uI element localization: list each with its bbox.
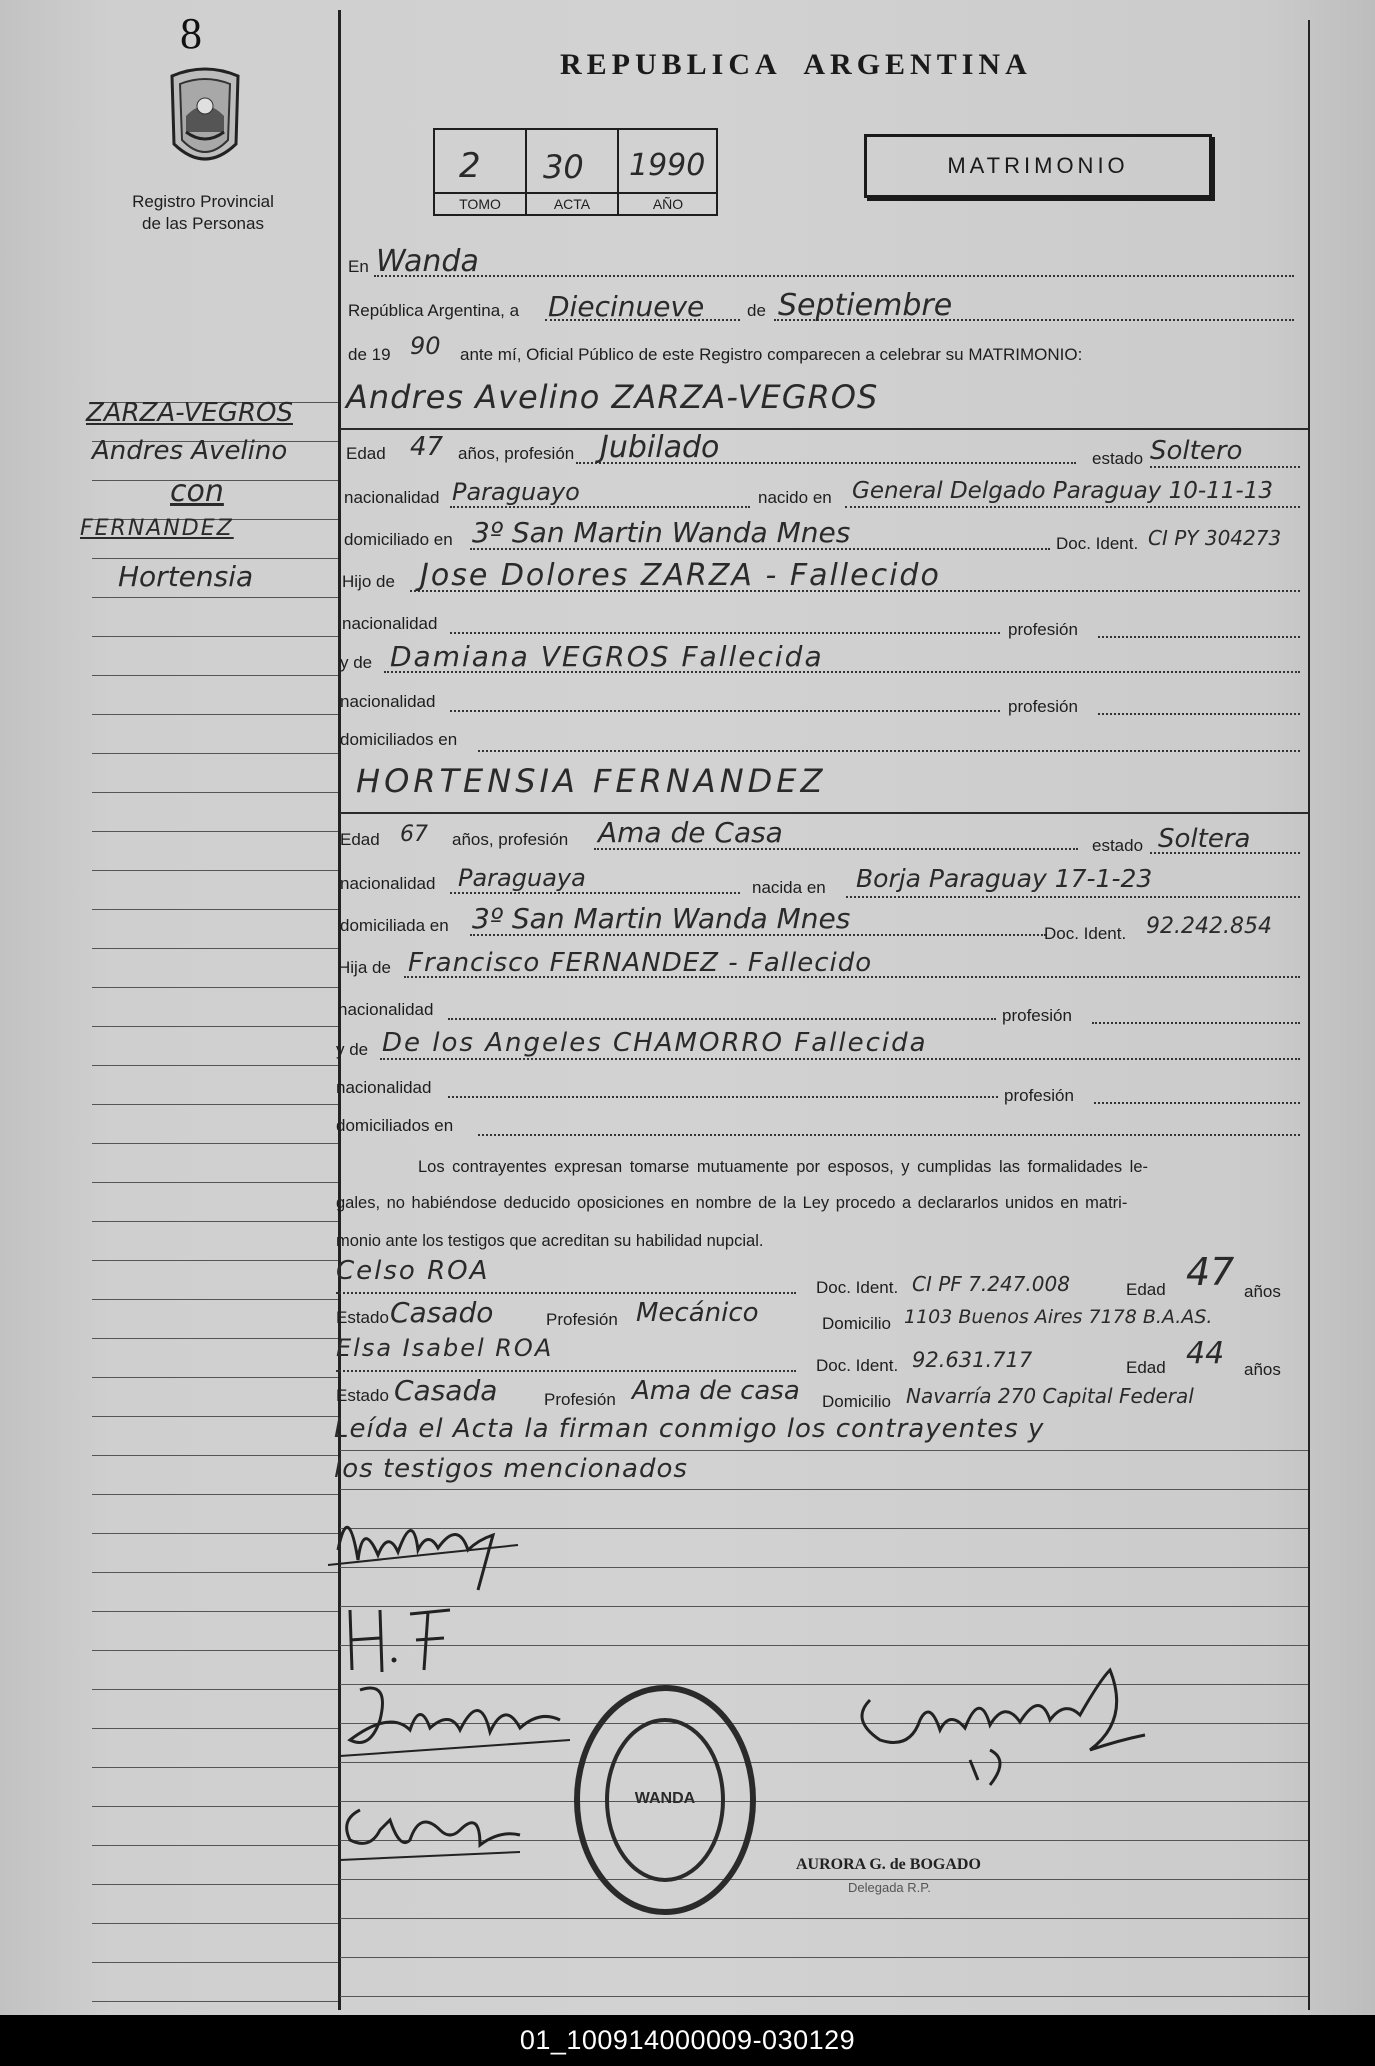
margin-rule-line — [92, 1806, 338, 1807]
label-dom-bride: domiciliada en — [340, 916, 449, 935]
bride-initials-signature — [340, 1600, 460, 1680]
place-value: Wanda — [376, 244, 479, 279]
margin-rule-line — [92, 1104, 338, 1105]
label-nacido-groom: nacido en — [758, 488, 832, 507]
witness2-status: Casada — [394, 1374, 498, 1407]
paragraph-line-1: Los contrayentes expresan tomarse mutuamente por esposos, y cumplidas las formalidades le- — [418, 1158, 1149, 1176]
witness2-name: Elsa Isabel ROA — [336, 1334, 554, 1362]
margin-rule-line — [92, 2001, 338, 2002]
closing-line-2: los testigos mencionados — [334, 1454, 688, 1484]
witness1-name: Celso ROA — [336, 1256, 490, 1286]
label-anos-w2: años — [1244, 1360, 1281, 1379]
margin-rule-line — [92, 558, 338, 559]
witness1-age: 47 — [1186, 1250, 1235, 1294]
label-nac-gf: nacionalidad — [342, 614, 438, 633]
doc-type-label: MATRIMONIO — [947, 153, 1129, 178]
groom-profession: Jubilado — [600, 430, 720, 465]
official-title: Delegada R.P. — [848, 1880, 931, 1895]
bride-birth: Borja Paraguay 17-1-23 — [856, 864, 1153, 893]
margin-rule-line — [92, 1962, 338, 1963]
label-dom-w1: Domicilio — [822, 1314, 891, 1333]
witness2-profession: Ama de casa — [632, 1376, 800, 1406]
margin-rule-line — [92, 1689, 338, 1690]
label-doc-w2: Doc. Ident. — [816, 1356, 899, 1375]
margin-rule-line — [92, 870, 338, 871]
official-name: AURORA G. de BOGADO — [796, 1856, 981, 1873]
label-edad-bride: Edad — [340, 830, 380, 849]
margin-rule-line — [92, 831, 338, 832]
margin-rule-line — [92, 1065, 338, 1066]
label-hija: Hija de — [338, 958, 391, 977]
label-edad-w2: Edad — [1126, 1358, 1166, 1377]
witness1-profession: Mecánico — [636, 1298, 759, 1328]
label-edad-groom: Edad — [346, 444, 386, 463]
margin-rule-line — [92, 1416, 338, 1417]
margin-rule-line — [92, 1338, 338, 1339]
body-rule-line — [340, 1996, 1308, 1997]
groom-age: 47 — [410, 432, 444, 462]
margin-rule-line — [92, 753, 338, 754]
margin-rule-line — [92, 1494, 338, 1495]
country-title: REPUBLICA ARGENTINA — [560, 48, 1032, 81]
right-border — [1308, 20, 1310, 2010]
body-rule-line — [340, 1957, 1308, 1958]
margin-rule-line — [92, 1260, 338, 1261]
bride-father: Francisco FERNANDEZ - Fallecido — [408, 948, 873, 978]
bride-name: HORTENSIA FERNANDEZ — [356, 762, 827, 800]
label-estado-w2: Estado — [336, 1386, 389, 1405]
witness2-age: 44 — [1186, 1336, 1225, 1371]
bride-address: 3º San Martin Wanda Mnes — [472, 902, 851, 935]
label-anos-w1: años — [1244, 1282, 1281, 1301]
page-number: 8 — [180, 9, 202, 58]
label-nac-bm: nacionalidad — [336, 1078, 432, 1097]
label-edad-w1: Edad — [1126, 1280, 1166, 1299]
margin-rule-line — [92, 1845, 338, 1846]
label-prof-w2: Profesión — [544, 1390, 616, 1409]
groom-nationality: Paraguayo — [452, 478, 580, 506]
acta-label: ACTA — [553, 196, 591, 212]
label-yde-groom: y de — [340, 653, 373, 672]
official-signature — [840, 1660, 1150, 1790]
groom-father: Jose Dolores ZARZA - Fallecido — [420, 558, 941, 593]
month-value: Septiembre — [778, 288, 953, 323]
label-prof-bf: profesión — [1002, 1006, 1072, 1025]
label-doms-bride: domiciliados en — [336, 1116, 454, 1135]
paragraph-line-2: gales, no habiéndose deducido oposiciones en nombre de la Ley procedo a declararlos unidos en matri- — [336, 1194, 1128, 1212]
closing-line-1: Leída el Acta la firman conmigo los contrayentes y — [334, 1414, 1045, 1444]
label-republica: República Argentina, a — [348, 301, 520, 320]
bride-status: Soltera — [1158, 824, 1251, 854]
label-dom-groom: domiciliado en — [344, 530, 453, 549]
margin-rule-line — [92, 1026, 338, 1027]
body-rule-line — [340, 1918, 1308, 1919]
margin-rule-line — [92, 948, 338, 949]
witness1-address: 1103 Buenos Aires 7178 B.A.AS. — [904, 1306, 1213, 1328]
margin-rule-line — [92, 1455, 338, 1456]
label-doc-bride: Doc. Ident. — [1044, 924, 1127, 943]
margin-rule-line — [92, 792, 338, 793]
margin-rule-line — [92, 675, 338, 676]
margin-rule-line — [92, 1377, 338, 1378]
doc-type-box — [864, 134, 1212, 198]
bride-section-rule — [340, 812, 1308, 814]
margin-rule-line — [92, 1884, 338, 1885]
body-rule-line — [340, 1879, 1308, 1880]
image-id-footer: 01_100914000009-030129 — [0, 2015, 1375, 2066]
tomo-label: TOMO — [459, 196, 501, 212]
label-prof-gf: profesión — [1008, 620, 1078, 639]
margin-rule-line — [92, 1767, 338, 1768]
label-prof-bm: profesión — [1004, 1086, 1074, 1105]
witness2-address: Navarría 270 Capital Federal — [906, 1384, 1194, 1408]
margin-groom-given: Andres Avelino — [92, 436, 288, 466]
margin-rule-line — [92, 597, 338, 598]
margin-rule-line — [92, 1299, 338, 1300]
groom-birth: General Delgado Paraguay 10-11-13 — [852, 478, 1273, 504]
paragraph-line-3: monio ante los testigos que acreditan su habilidad nupcial. — [336, 1232, 764, 1250]
label-nac-bride: nacionalidad — [340, 874, 436, 893]
label-doms-groom: domiciliados en — [340, 730, 458, 749]
margin-rule-line — [92, 636, 338, 637]
label-prof-gm: profesión — [1008, 697, 1078, 716]
ano-label: AÑO — [652, 196, 684, 212]
body-rule-line — [340, 1606, 1308, 1607]
witness1-doc: CI PF 7.247.008 — [912, 1272, 1070, 1296]
margin-rule-line — [92, 987, 338, 988]
margin-bride-given: Hortensia — [118, 560, 254, 593]
body-rule-line — [340, 1645, 1308, 1646]
witness2-signature — [330, 1790, 530, 1870]
label-nac-bf: nacionalidad — [338, 1000, 434, 1019]
bride-age: 67 — [400, 822, 428, 847]
margin-rule-line — [92, 1572, 338, 1573]
label-estado-w1: Estado — [336, 1308, 389, 1327]
groom-address: 3º San Martin Wanda Mnes — [472, 516, 851, 549]
label-doc-groom: Doc. Ident. — [1056, 534, 1139, 553]
registry-line-1: Registro Provincial — [132, 192, 274, 211]
bride-nationality: Paraguaya — [458, 864, 586, 892]
label-nac-groom: nacionalidad — [344, 488, 440, 507]
label-doc-w1: Doc. Ident. — [816, 1278, 899, 1297]
margin-rule-line — [92, 1533, 338, 1534]
margin-rule-line — [92, 1728, 338, 1729]
margin-rule-line — [92, 1221, 338, 1222]
bride-doc: 92.242.854 — [1146, 914, 1272, 939]
day-value: Diecinueve — [548, 290, 705, 323]
margin-rule-line — [92, 1182, 338, 1183]
label-ante: ante mí, Oficial Público de este Registro comparecen a celebrar su MATRIMONIO: — [460, 345, 1083, 364]
margin-rule-line — [92, 1923, 338, 1924]
groom-signature — [318, 1490, 538, 1600]
label-nac-gm: nacionalidad — [340, 692, 436, 711]
margin-rule-line — [92, 1143, 338, 1144]
label-yde-bride: y de — [336, 1040, 369, 1059]
tomo-value: 2 — [459, 146, 481, 186]
bride-mother: De los Angeles CHAMORRO Fallecida — [382, 1028, 928, 1058]
groom-status: Soltero — [1150, 436, 1243, 466]
acta-value: 30 — [543, 148, 584, 186]
record-box — [433, 128, 718, 216]
label-estado-groom: estado — [1092, 449, 1144, 468]
margin-bride-surname: FERNANDEZ — [80, 516, 234, 541]
witness1-signature — [330, 1670, 580, 1770]
provincial-seal-icon — [166, 66, 244, 176]
label-estado-bride: estado — [1092, 836, 1144, 855]
label-de-19: de 19 — [348, 345, 391, 364]
margin-groom-surname: ZARZA-VEGROS — [86, 398, 293, 428]
registry-line-2: de las Personas — [142, 214, 264, 233]
witness1-status: Casado — [390, 1296, 494, 1329]
groom-mother: Damiana VEGROS Fallecida — [390, 640, 824, 673]
ano-value: 1990 — [629, 148, 706, 183]
witness2-doc: 92.631.717 — [912, 1348, 1033, 1372]
margin-connector: con — [170, 474, 224, 509]
label-de-month: de — [747, 301, 766, 320]
label-hijo: Hijo de — [342, 572, 395, 591]
label-en: En — [348, 257, 369, 276]
bride-profession: Ama de Casa — [598, 816, 783, 849]
margin-rule-line — [92, 1650, 338, 1651]
margin-rule-line — [92, 714, 338, 715]
body-rule-line — [340, 1450, 1308, 1451]
label-anos-prof-groom: años, profesión — [458, 444, 575, 463]
margin-rule-line — [92, 1611, 338, 1612]
label-dom-w2: Domicilio — [822, 1392, 891, 1411]
groom-name: Andres Avelino ZARZA-VEGROS — [346, 378, 879, 416]
label-nacida-bride: nacida en — [752, 878, 826, 897]
groom-doc: CI PY 304273 — [1148, 526, 1282, 550]
label-prof-w1: Profesión — [546, 1310, 618, 1329]
year-value: 90 — [410, 332, 441, 360]
stamp-center-text: WANDA — [634, 1790, 696, 1807]
margin-rule-line — [92, 909, 338, 910]
groom-section-rule — [340, 428, 1308, 430]
label-anos-prof-bride: años, profesión — [452, 830, 569, 849]
